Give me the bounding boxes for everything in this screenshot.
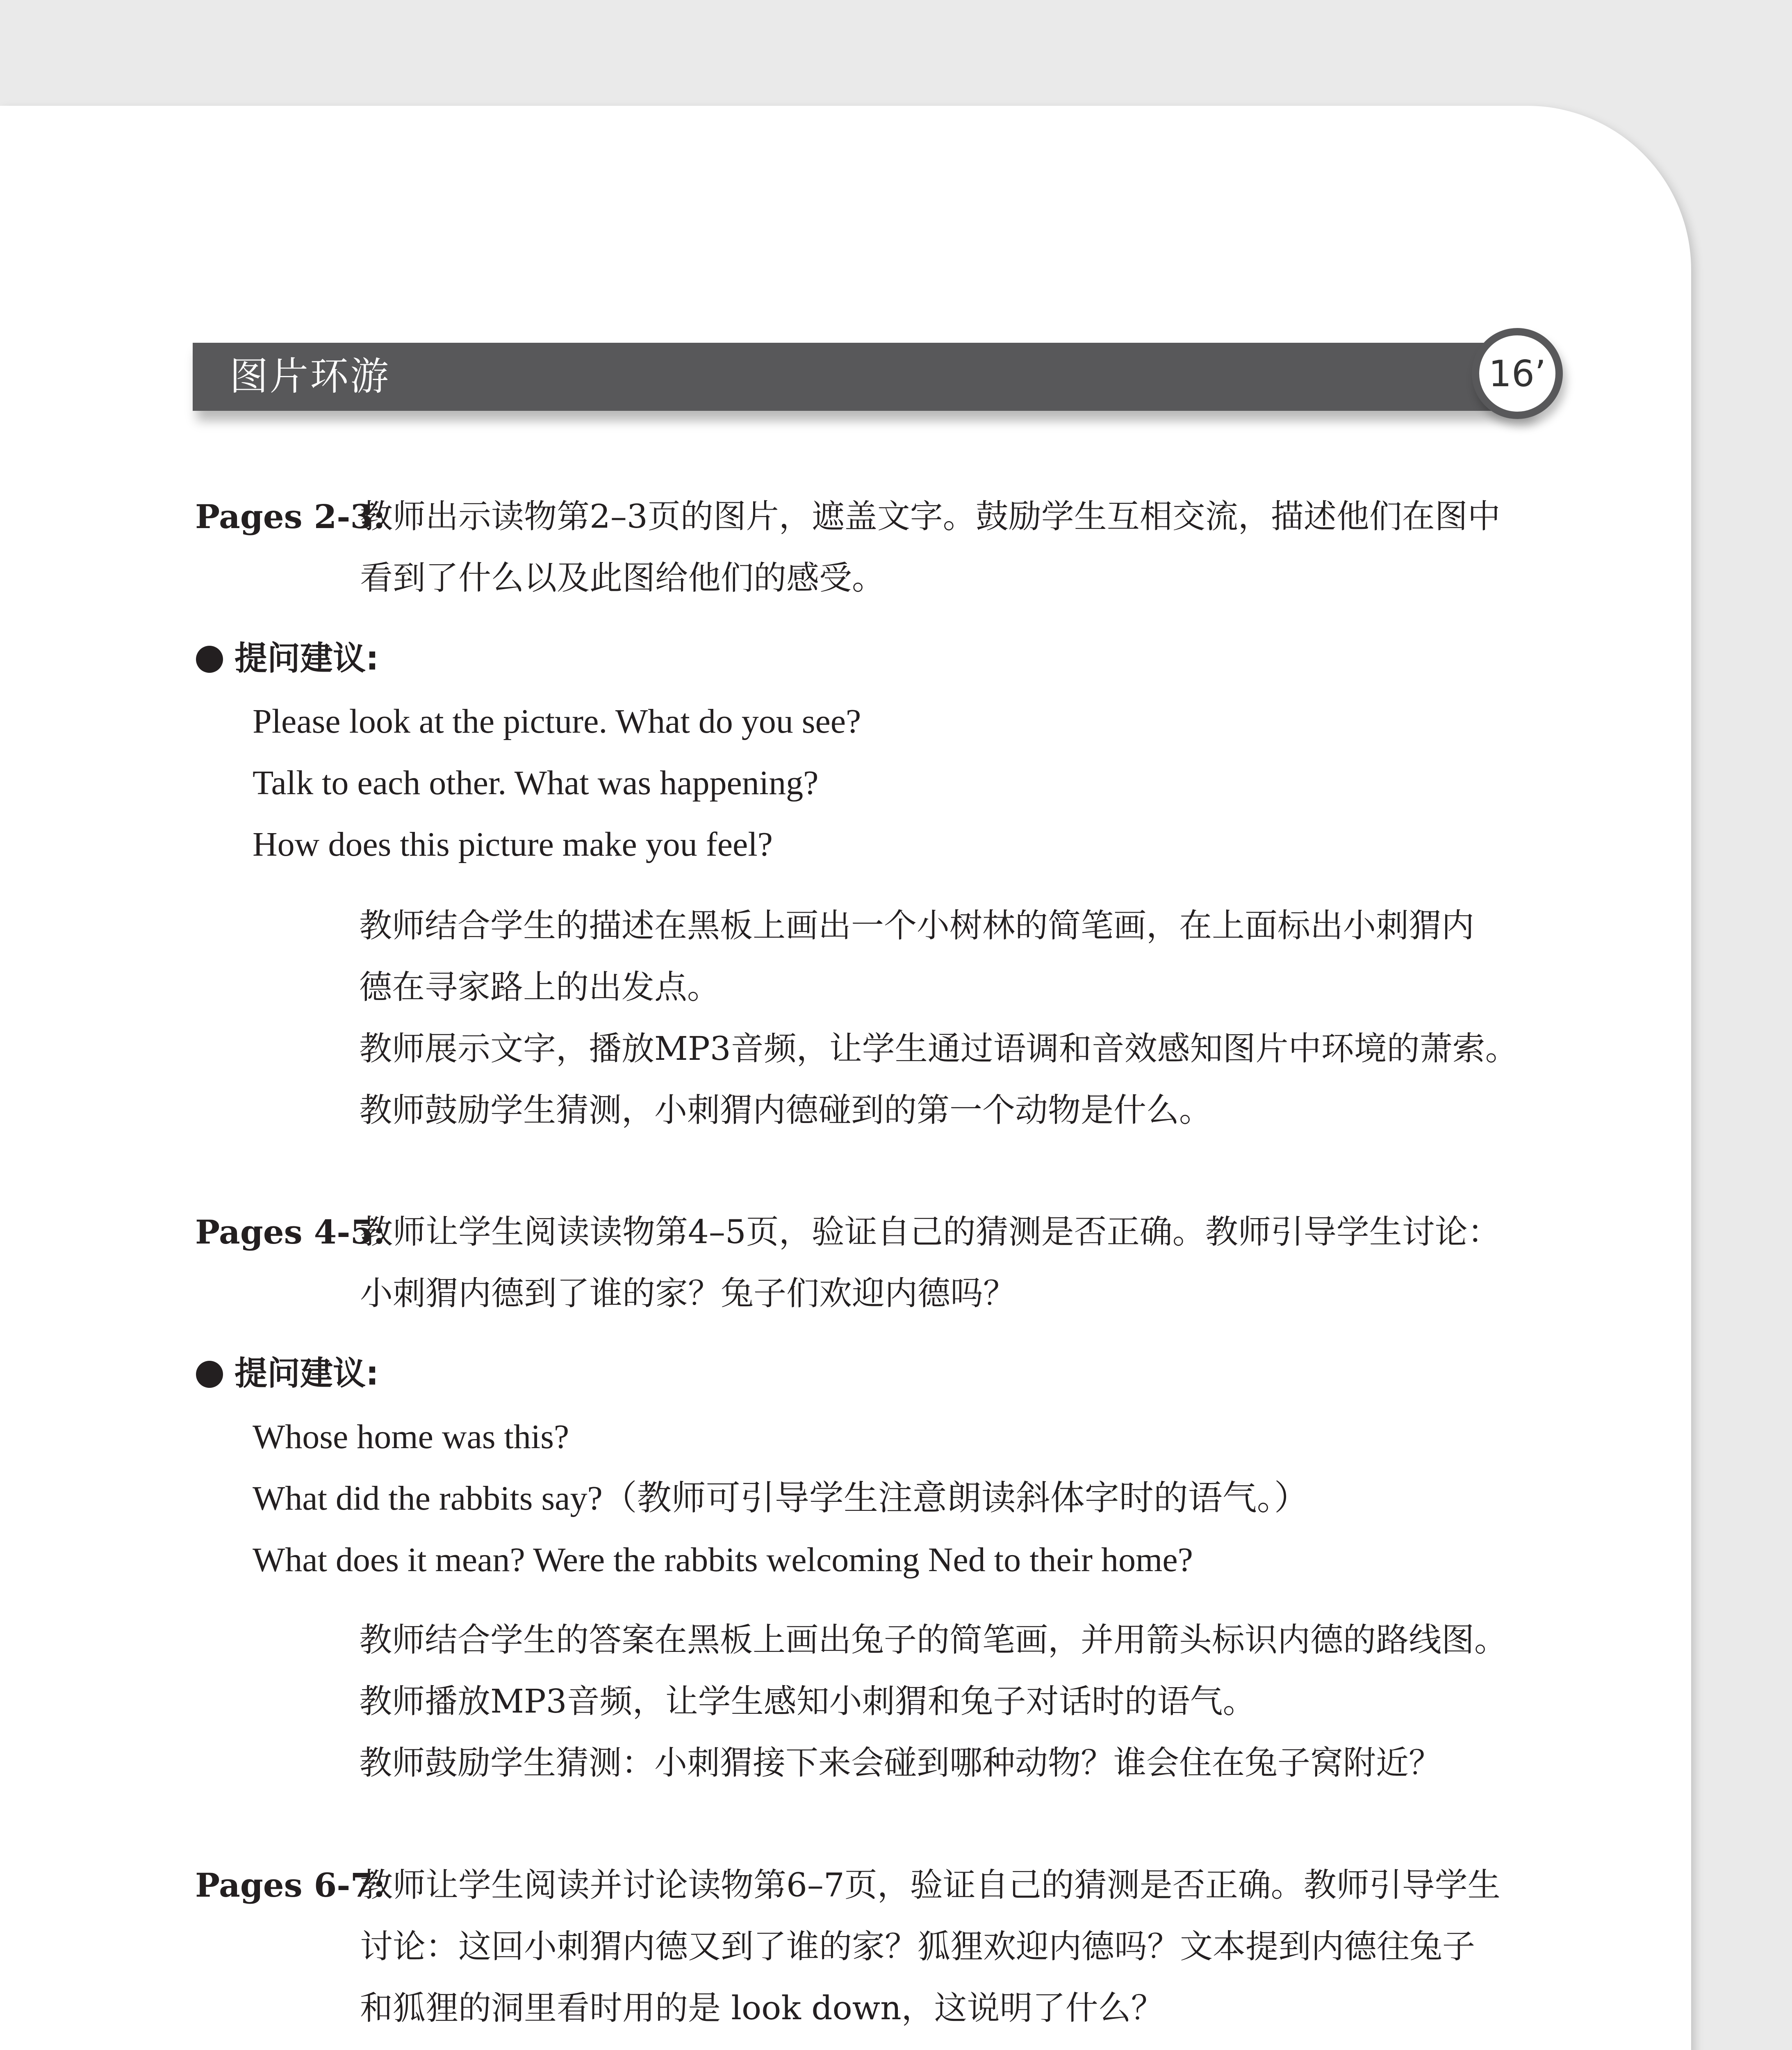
intro-line: 小刺猬内德到了谁的家？兔子们欢迎内德吗？ bbox=[360, 1274, 1016, 1312]
note-line: 教师播放MP3音频，让学生感知小刺猬和兔子对话时的语气。 bbox=[359, 1682, 1256, 1720]
time-badge: 16’ bbox=[1472, 328, 1563, 419]
pages-label: Pages 6-7: bbox=[195, 1866, 385, 1904]
intro-line: 看到了什么以及此图给他们的感受。 bbox=[360, 559, 885, 597]
pages-label: Pages 2-3: bbox=[195, 497, 385, 536]
note-line: 教师结合学生的描述在黑板上画出一个小树林的简笔画，在上面标出小刺猬内 bbox=[359, 907, 1474, 945]
question-line: How does this picture make you feel? bbox=[253, 825, 773, 863]
note-line: 教师鼓励学生猜测，小刺猬内德碰到的第一个动物是什么。 bbox=[359, 1091, 1212, 1129]
intro-line: 教师让学生阅读并讨论读物第6–7页，验证自己的猜测是否正确。教师引导学生 bbox=[360, 1866, 1501, 1904]
section-header-bar bbox=[193, 343, 1529, 411]
pages-label: Pages 4-5: bbox=[195, 1213, 385, 1251]
question-line: Please look at the picture. What do you see? bbox=[253, 702, 861, 740]
note-line: 德在寻家路上的出发点。 bbox=[359, 968, 720, 1006]
question-line: Talk to each other. What was happening? bbox=[253, 764, 819, 802]
intro-line: 教师让学生阅读读物第4–5页，验证自己的猜测是否正确。教师引导学生讨论： bbox=[360, 1213, 1501, 1251]
question-heading: 提问建议: bbox=[196, 638, 379, 679]
question-heading: 提问建议: bbox=[196, 1353, 379, 1394]
question-line: Whose home was this? bbox=[253, 1418, 569, 1456]
intro-line: 教师出示读物第2–3页的图片，遮盖文字。鼓励学生互相交流，描述他们在图中 bbox=[360, 497, 1501, 535]
note-line: 教师鼓励学生猜测：小刺猬接下来会碰到哪种动物？谁会住在兔子窝附近？ bbox=[359, 1744, 1441, 1782]
question-line: What did the rabbits say?（教师可引导学生注意朗读斜体字时的语气。） bbox=[253, 1479, 1309, 1517]
bullet-icon bbox=[196, 646, 223, 673]
note-line: 教师结合学生的答案在黑板上画出兔子的简笔画，并用箭头标识内德的路线图。 bbox=[359, 1621, 1507, 1659]
intro-line: 和狐狸的洞里看时用的是 look down，这说明了什么？ bbox=[360, 1989, 1164, 2027]
question-line: What does it mean? Were the rabbits welcoming Ned to their home? bbox=[253, 1541, 1193, 1579]
intro-line: 讨论：这回小刺猬内德又到了谁的家？狐狸欢迎内德吗？文本提到内德往兔子 bbox=[360, 1927, 1475, 1966]
bullet-icon bbox=[196, 1361, 223, 1388]
section-title: 图片环游 bbox=[230, 354, 391, 399]
note-line: 教师展示文字，播放MP3音频，让学生通过语调和音效感知图片中环境的萧索。 bbox=[359, 1030, 1518, 1068]
